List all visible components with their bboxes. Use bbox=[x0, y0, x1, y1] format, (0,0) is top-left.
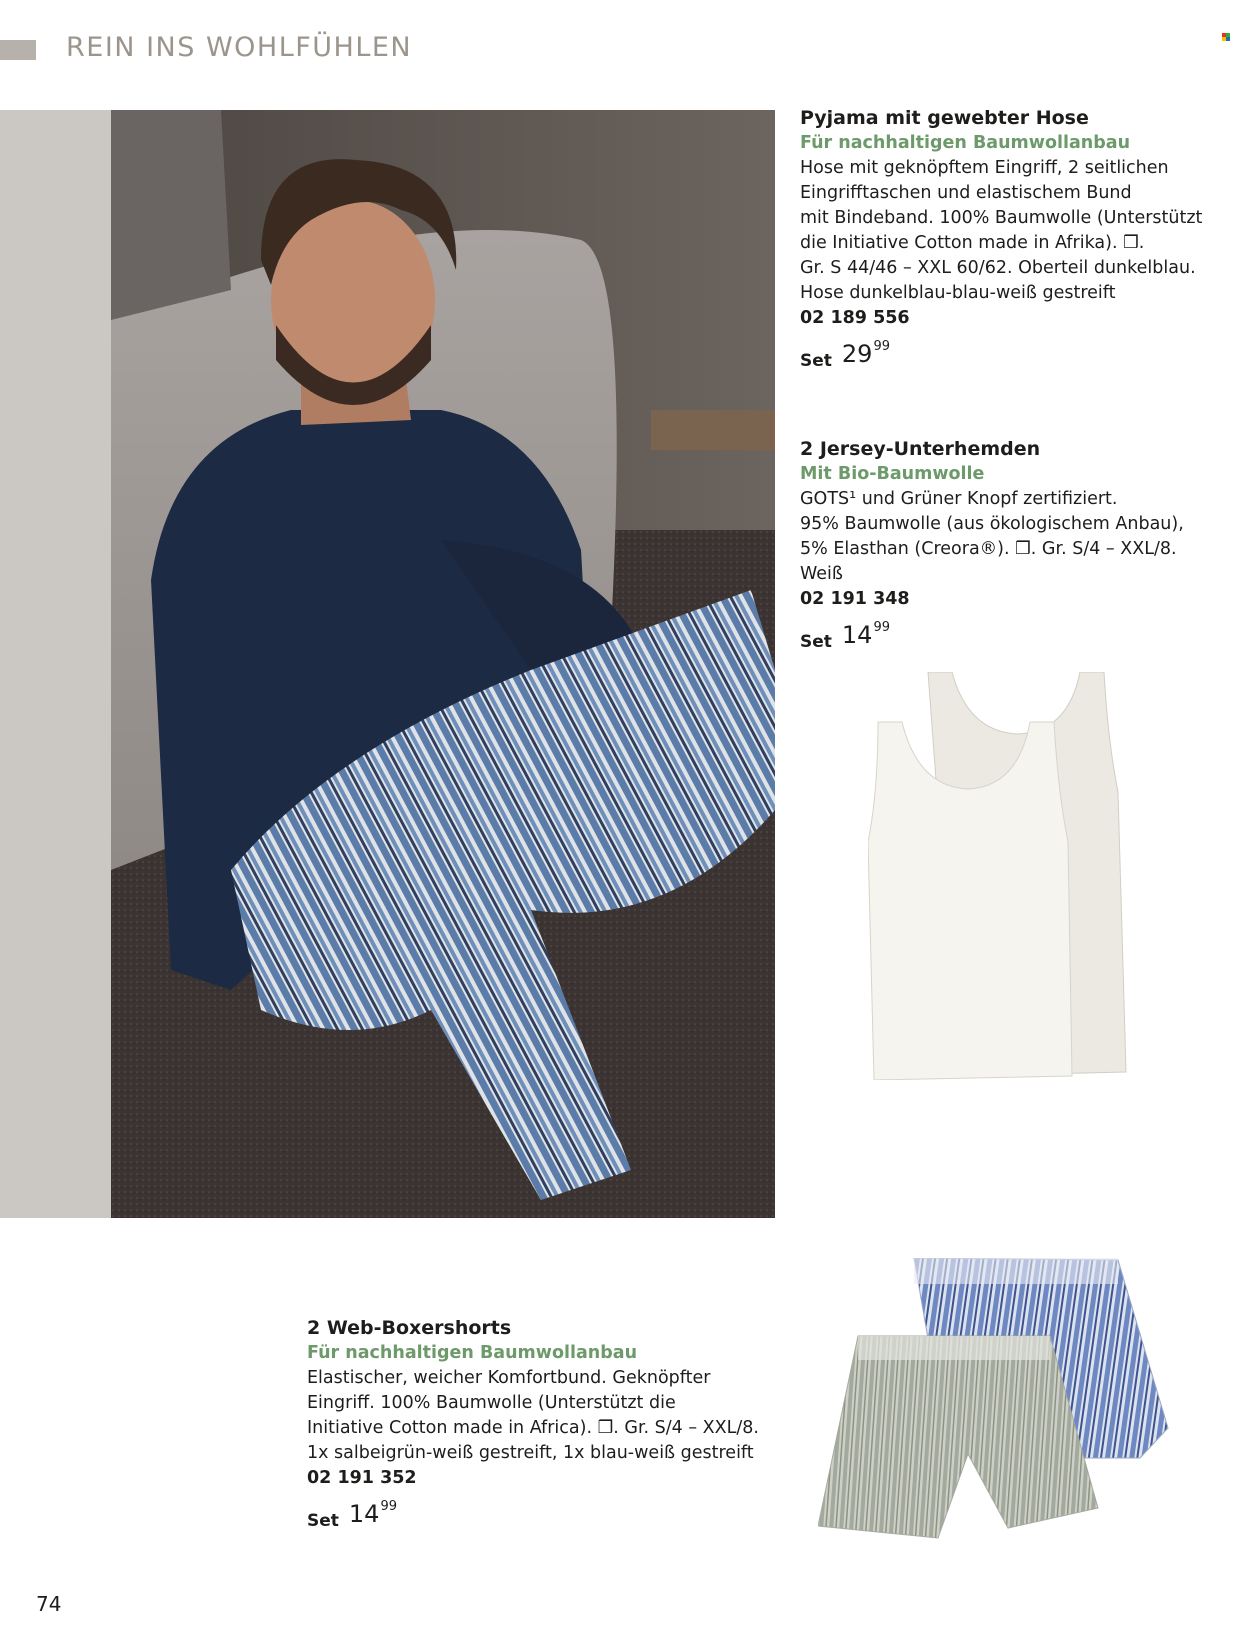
product-description-line: mit Bindeband. 100% Baumwolle (Unterstützt bbox=[800, 208, 1203, 228]
price-cents: 99 bbox=[873, 620, 890, 635]
section-title: REIN INS WOHLFÜHLEN bbox=[66, 32, 413, 63]
product-title: 2 Web-Boxershorts bbox=[307, 1317, 512, 1339]
product-title: 2 Jersey-Unterhemden bbox=[800, 438, 1041, 460]
price-label: Set bbox=[800, 632, 832, 652]
price-cents: 99 bbox=[380, 1499, 397, 1514]
brand-logo-icon bbox=[1222, 33, 1230, 41]
product-subtitle: Für nachhaltigen Baumwollanbau bbox=[800, 133, 1131, 153]
product-boxershorts bbox=[307, 1316, 759, 1534]
product-description-line: die Initiative Cotton made in Afrika). ❒. bbox=[800, 233, 1145, 253]
product-description-line: 1x salbeigrün-weiß gestreift, 1x blau-weiß gestreift bbox=[307, 1443, 754, 1463]
article-number: 02 191 352 bbox=[307, 1468, 417, 1488]
product-description-line: Hose dunkelblau-blau-weiß gestreift bbox=[800, 283, 1116, 303]
product-subtitle: Für nachhaltigen Baumwollanbau bbox=[307, 1343, 638, 1363]
product-description-line: 5% Elasthan (Creora®). ❒. Gr. S/4 – XXL/8. bbox=[800, 539, 1177, 559]
boxershorts-product-image bbox=[818, 1258, 1170, 1548]
product-title: Pyjama mit gewebter Hose bbox=[800, 107, 1089, 129]
product-jersey-undershirts bbox=[800, 437, 1184, 655]
price-integer: 29 bbox=[841, 340, 873, 368]
price-label: Set bbox=[307, 1511, 339, 1531]
price bbox=[800, 620, 1184, 655]
product-description-line: Eingrifftaschen und elastischem Bund bbox=[800, 183, 1132, 203]
page-number: 74 bbox=[36, 1592, 62, 1616]
product-description-line: Weiß bbox=[800, 564, 843, 584]
header-accent-bar bbox=[0, 40, 36, 60]
product-description-line: 95% Baumwolle (aus ökologischem Anbau), bbox=[800, 514, 1184, 534]
product-description-line: Eingriff. 100% Baumwolle (Unterstützt die bbox=[307, 1393, 676, 1413]
article-number: 02 189 556 bbox=[800, 308, 910, 328]
price-integer: 14 bbox=[841, 621, 873, 649]
product-description-line: Gr. S 44/46 – XXL 60/62. Oberteil dunkelblau. bbox=[800, 258, 1196, 278]
price-cents: 99 bbox=[873, 339, 890, 354]
undershirts-product-image bbox=[868, 672, 1132, 1080]
price-label: Set bbox=[800, 351, 832, 371]
product-description-line: Initiative Cotton made in Africa). ❒. Gr. S/4 – XXL/8. bbox=[307, 1418, 759, 1438]
product-description-line: Hose mit geknöpftem Eingriff, 2 seitlichen bbox=[800, 158, 1169, 178]
hero-photo-man-in-pyjama bbox=[111, 110, 775, 1218]
product-pyjama bbox=[800, 106, 1202, 374]
price bbox=[307, 1499, 759, 1534]
side-color-band bbox=[0, 110, 111, 1218]
product-description-line: GOTS¹ und Grüner Knopf zertifiziert. bbox=[800, 489, 1118, 509]
price bbox=[800, 339, 1202, 374]
article-number: 02 191 348 bbox=[800, 589, 910, 609]
price-integer: 14 bbox=[348, 1500, 380, 1528]
product-subtitle: Mit Bio-Baumwolle bbox=[800, 464, 985, 484]
product-description-line: Elastischer, weicher Komfortbund. Geknöpfter bbox=[307, 1368, 711, 1388]
